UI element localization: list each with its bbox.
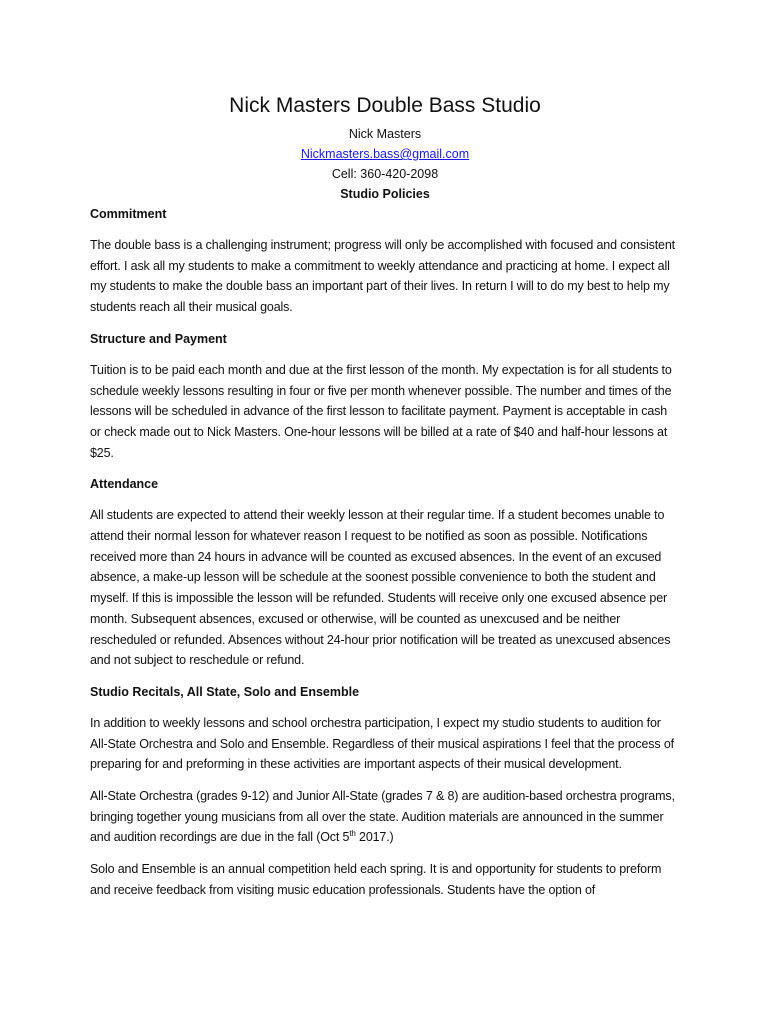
recitals-paragraph-3: Solo and Ensemble is an annual competition held each spring. It is and opportunity for students to preform and receive feedback from visiting music education professionals. Students have the option of bbox=[90, 862, 662, 897]
teacher-name: Nick Masters bbox=[348, 127, 422, 141]
recitals-p2-tail: 2017.) bbox=[355, 830, 394, 845]
recitals-paragraph-2 bbox=[90, 786, 680, 848]
ordinal-superscript: th bbox=[349, 829, 356, 839]
structure-paragraph: Tuition is to be paid each month and due at the first lesson of the month. My expectation is for all students to schedule weekly lessons resulting in four or five per month whenever possible. The number and times of the lessons will be scheduled in advance of the first lesson to facilitate payment. Payment is acceptable in cash or check made out to Nick Masters. One-hour lessons will be billed at a rate of $40 and half-hour lessons at $25. bbox=[90, 362, 672, 460]
recitals-p2-text: All-State Orchestra (grades 9-12) and Junior All-State (grades 7 & 8) are audition-based orchestra programs, bringing together young musicians from all over the state. Audition materials are announced in the summer and audition recordings are due in the fall (Oct 5 bbox=[90, 789, 675, 845]
email-line bbox=[90, 144, 680, 164]
attendance-paragraph: All students are expected to attend their weekly lesson at their regular time. If a student becomes unable to attend their normal lesson for whatever reason I request to be notified as soon as possible. Notifications received more than 24 hours in advance will be counted as excused absences. In the event of an excused absence, a make-up lesson will be schedule at the soonest possible convenience to both the student and myself. If this is impossible the lesson will be refunded. Students will receive only one excused absence per month. Subsequent absences, excused or otherwise, will be counted as unexcused and be neither rescheduled or refunded. Absences without 24-hour prior notification will be treated as unexcused absences and not subject to reschedule or refund. bbox=[90, 508, 671, 668]
email-link[interactable]: Nickmasters.bass@gmail.com bbox=[300, 147, 470, 161]
cell-phone: Cell: 360-420-2098 bbox=[331, 167, 439, 181]
commitment-paragraph: The double bass is a challenging instrument; progress will only be accomplished with focused and consistent effort. I ask all my students to make a commitment to weekly attendance and practicing at home. I expect all my students to make the double bass an important part of their lives. In return I will to do my best to help my students reach all their musical goals. bbox=[90, 238, 675, 315]
recitals-heading: Studio Recitals, All State, Solo and Ensemble bbox=[90, 684, 360, 699]
document-page bbox=[90, 92, 680, 912]
recitals-paragraph-1: In addition to weekly lessons and school orchestra participation, I expect my studio students to audition for All-State Orchestra and Solo and Ensemble. Regardless of their musical aspirations I feel that the process of preparing for and preforming in these activities are important aspects of their musical development. bbox=[90, 715, 674, 772]
document-subtitle: Studio Policies bbox=[340, 187, 430, 201]
structure-heading: Structure and Payment bbox=[90, 331, 227, 346]
document-title: Nick Masters Double Bass Studio bbox=[229, 94, 541, 117]
attendance-heading: Attendance bbox=[90, 477, 159, 492]
commitment-heading: Commitment bbox=[90, 207, 167, 221]
